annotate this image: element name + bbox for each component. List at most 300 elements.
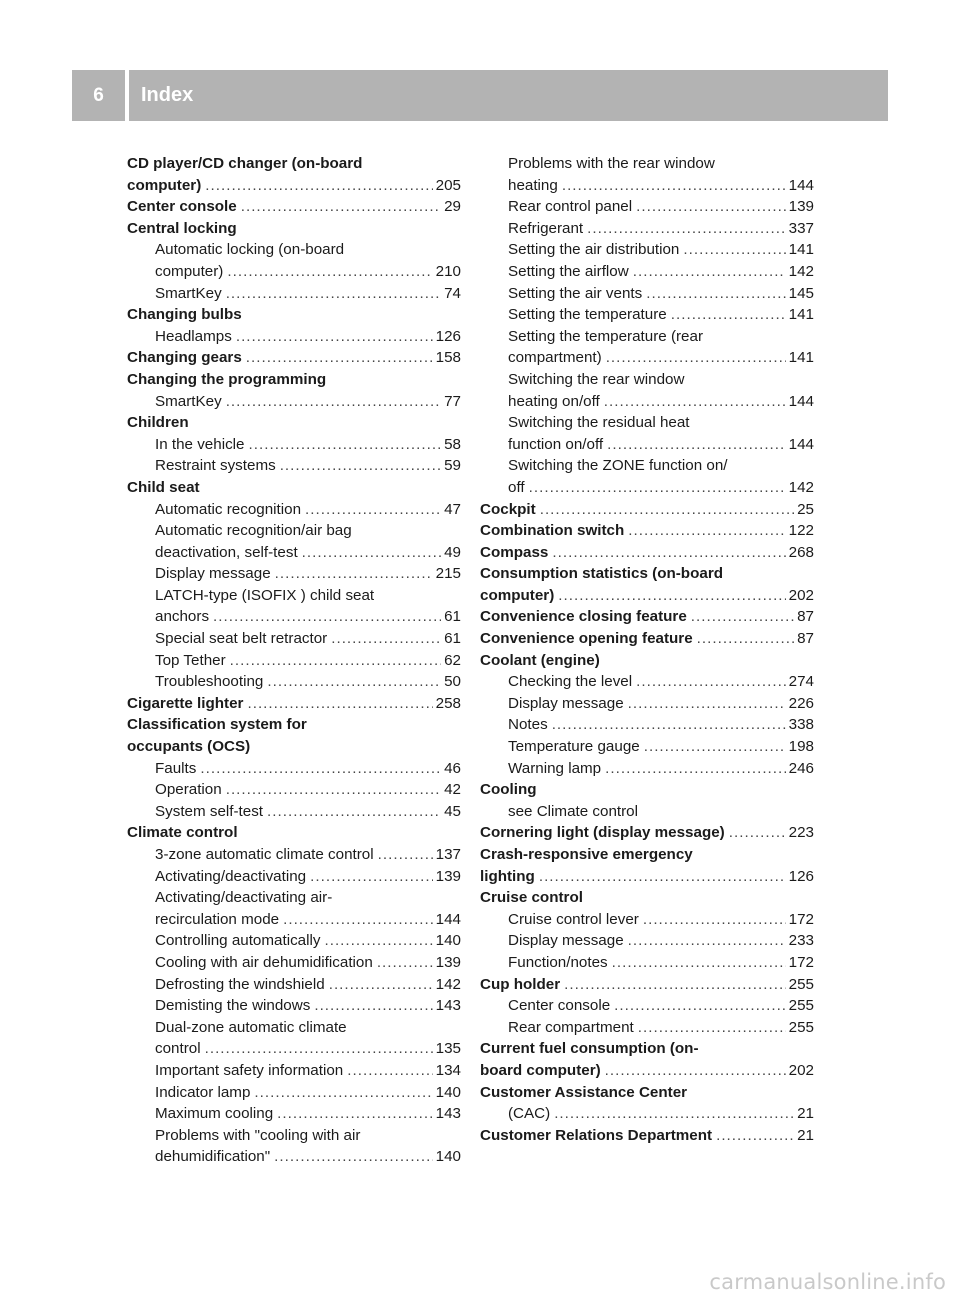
page-number: 6 [93,84,104,106]
dot-leader [347,1060,432,1082]
page-reference: 50 [444,673,461,691]
entry-text: function on/off [508,435,604,453]
index-entry [480,866,814,888]
entry-text: Setting the temperature (rear [508,327,704,345]
dot-leader [628,693,786,715]
index-subentry [127,974,461,996]
page-reference: 202 [788,586,814,604]
index-subentry [480,369,814,391]
index-subentry [127,1146,461,1168]
page-reference: 233 [788,932,814,950]
page-reference: 144 [788,392,814,410]
page-reference: 274 [788,673,814,691]
entry-text: Center console [127,198,237,216]
entry-text: System self-test [155,802,264,820]
entry-text: Switching the ZONE function on/ [508,457,728,475]
page-reference: 141 [788,241,814,259]
dot-leader [646,283,785,305]
index-subentry [127,1103,461,1125]
page-reference: 337 [788,219,814,237]
entry-text: Crash-responsive emergency [480,846,693,863]
dot-leader [277,1103,432,1125]
dot-leader [529,477,786,499]
index-subentry [480,326,814,348]
entry-text: Automatic recognition/air bag [155,522,352,540]
dot-leader [587,218,786,240]
page-reference: 141 [788,349,814,367]
dot-leader [628,520,785,542]
index-entry [480,606,814,628]
index-entry [480,844,814,866]
page-reference: 255 [788,997,814,1015]
entry-text: Operation [155,781,222,799]
dot-leader [241,196,441,218]
index-entry [127,822,461,844]
page-reference: 126 [435,327,461,345]
entry-text: Cruise control [480,889,583,907]
dot-leader [644,736,786,758]
index-subentry [480,347,814,369]
entry-text: Notes [508,716,548,734]
entry-text: Demisting the windows [155,997,311,1015]
entry-text: CD player/CD changer (on-board [127,155,363,172]
page-reference: 59 [444,457,461,475]
index-subentry [127,261,461,283]
entry-text: lighting [480,867,535,885]
entry-text: Switching the residual heat [508,414,690,432]
index-entry [480,1082,814,1104]
entry-text: Convenience opening feature [480,630,693,648]
dot-leader [305,499,441,521]
entry-text: board computer) [480,1061,601,1079]
page-reference: 142 [788,262,814,280]
dot-leader [552,714,786,736]
entry-text: Rear control panel [508,198,633,216]
entry-text: Compass [480,543,549,561]
dot-leader [539,866,786,888]
entry-text: Display message [155,565,271,583]
dot-leader [614,995,786,1017]
entry-text: Troubleshooting [155,673,264,691]
entry-text: Maximum cooling [155,1105,274,1123]
entry-text: Customer Assistance Center [480,1083,688,1101]
index-subentry [127,520,461,542]
entry-text: Restraint systems [155,457,276,475]
index-entry [480,585,814,607]
entry-text: Consumption statistics (on-board [480,565,723,583]
page-reference: 140 [435,932,461,950]
dot-leader [604,391,786,413]
index-subentry [127,1125,461,1147]
header-divider [125,70,129,121]
page-reference: 143 [435,1105,461,1123]
entry-text: Cornering light (display message) [480,824,725,842]
page-reference: 137 [435,846,461,863]
entry-text: Central locking [127,219,237,237]
entry-text: Defrosting the windshield [155,975,325,993]
section-title: Index [141,84,194,106]
dot-leader [554,1103,794,1125]
index-subentry [480,261,814,283]
index-entry [480,1125,814,1147]
dot-leader [205,175,432,197]
dot-leader [226,283,441,305]
index-entry [480,499,814,521]
index-entry [127,477,461,499]
page-reference: 172 [788,910,814,928]
index-subentry [127,930,461,952]
entry-text: Children [127,414,189,432]
index-subentry [127,391,461,413]
index-subentry [480,477,814,499]
page-reference: 338 [788,716,814,734]
index-entry [127,347,461,369]
dot-leader [683,239,785,261]
dot-leader [633,261,786,283]
entry-text: recirculation mode [155,910,280,928]
index-entry [480,1038,814,1060]
page-reference: 210 [435,262,461,280]
dot-leader [636,671,786,693]
entry-text: Display message [508,694,624,712]
index-entry [127,196,461,218]
entry-text: Top Tether [155,651,226,669]
index-entry [480,520,814,542]
page-reference: 172 [788,953,814,971]
dot-leader [249,434,442,456]
index-subentry [127,801,461,823]
index-entry [127,714,461,736]
dot-leader [697,628,794,650]
page-reference: 142 [788,478,814,496]
index-subentry [127,606,461,628]
entry-text: Setting the temperature [508,306,667,324]
entry-text: Center console [508,997,611,1015]
entry-text: Setting the air vents [508,284,643,302]
page-reference: 21 [797,1105,814,1123]
index-subentry [127,995,461,1017]
dot-leader [230,650,441,672]
entry-text: Cooling [480,781,537,799]
index-subentry [127,326,461,348]
index-entry [480,1060,814,1082]
dot-leader [671,304,786,326]
index-subentry [127,434,461,456]
page-reference: 140 [435,1083,461,1101]
dot-leader [716,1125,794,1147]
entry-text: Switching the rear window [508,370,685,388]
dot-leader [607,434,786,456]
entry-text: LATCH-type (ISOFIX ) child seat [155,586,375,604]
page-reference: 202 [788,1061,814,1079]
index-subentry [480,153,814,175]
dot-leader [267,671,441,693]
entry-text: Problems with "cooling with air [155,1126,361,1144]
entry-text: Cigarette lighter [127,694,244,712]
index-subentry [480,671,814,693]
index-entry [127,175,461,197]
index-subentry [480,455,814,477]
page-reference: 29 [444,198,461,216]
dot-leader [628,930,786,952]
page-reference: 142 [435,975,461,993]
dot-leader [638,1017,786,1039]
entry-text: Warning lamp [508,759,602,777]
entry-text: Activating/deactivating air- [155,889,333,907]
dot-leader [605,758,786,780]
index-subentry [127,239,461,261]
index-entry [127,304,461,326]
entry-text: Checking the level [508,673,633,691]
entry-text: Special seat belt retractor [155,630,328,648]
index-subentry [127,455,461,477]
index-subentry [480,304,814,326]
index-subentry [127,499,461,521]
index-subentry [127,283,461,305]
index-subentry [127,650,461,672]
dot-leader [283,909,433,931]
entry-text: SmartKey [155,284,222,302]
page-reference: 87 [797,608,814,626]
index-entry [480,887,814,909]
index-subentry [127,1038,461,1060]
index-entry [127,693,461,715]
index-subentry [480,218,814,240]
index-subentry [127,758,461,780]
entry-text: anchors [155,608,210,626]
entry-text: Cup holder [480,975,561,993]
dot-leader [324,930,432,952]
dot-leader [200,758,441,780]
index-entry [480,779,814,801]
dot-leader [274,1146,433,1168]
index-entry [480,650,814,672]
dot-leader [377,952,433,974]
dot-leader [729,822,786,844]
dot-leader [213,606,441,628]
dot-leader [643,909,786,931]
index-subentry [127,1017,461,1039]
entry-text: Dual-zone automatic climate [155,1018,347,1036]
index-entry [480,563,814,585]
entry-text: occupants (OCS) [127,738,251,756]
dot-leader [552,542,785,564]
page-reference: 144 [788,435,814,453]
entry-text: Rear compartment [508,1018,634,1036]
page-reference: 62 [444,651,461,669]
entry-text: Customer Relations Department [480,1126,713,1144]
index-subentry [127,585,461,607]
index-entry [127,218,461,240]
entry-text: Activating/deactivating [155,867,307,885]
index-subentry [480,434,814,456]
page-reference: 226 [788,694,814,712]
page-reference: 258 [435,694,461,712]
page-reference: 77 [444,392,461,410]
dot-leader [331,628,441,650]
dot-leader [540,499,794,521]
entry-text: off [508,478,525,496]
index-subentry [480,196,814,218]
entry-text: Setting the airflow [508,262,629,280]
index-subentry [127,628,461,650]
index-subentry [480,391,814,413]
dot-leader [558,585,785,607]
page-reference: 74 [444,284,461,302]
entry-text: Temperature gauge [508,738,640,756]
dot-leader [329,974,433,996]
page-reference: 144 [788,176,814,194]
index-subentry [127,909,461,931]
entry-text: heating [508,176,558,194]
entry-text: Refrigerant [508,219,584,237]
page-reference: 139 [435,953,461,971]
page-reference: 139 [435,867,461,885]
entry-text: heating on/off [508,392,600,410]
entry-text: (CAC) [508,1105,551,1123]
page-reference: 46 [444,759,461,777]
page-reference: 144 [435,910,461,928]
page-header [72,70,888,121]
page-reference: 255 [788,1018,814,1036]
entry-text: Important safety information [155,1061,344,1079]
index-subentry [127,866,461,888]
page-reference: 21 [797,1126,814,1144]
dot-leader [267,801,441,823]
dot-leader [205,1038,433,1060]
dot-leader [310,866,433,888]
entry-text: computer) [480,586,555,604]
index-subentry [127,844,461,866]
page-reference: 255 [788,975,814,993]
index-subentry [480,239,814,261]
entry-text: Changing the programming [127,370,327,388]
dot-leader [254,1082,432,1104]
page-reference: 45 [444,802,461,820]
page-reference: 158 [435,349,461,367]
page-reference: 198 [788,738,814,756]
entry-text: Automatic recognition [155,500,302,518]
index-entry [127,412,461,434]
entry-text: Classification system for [127,716,307,734]
index-entry [480,628,814,650]
entry-text: Child seat [127,478,200,496]
index-subentry [480,412,814,434]
page-reference: 126 [788,867,814,885]
page-reference: 268 [788,543,814,561]
page-reference: 87 [797,630,814,648]
page-reference: 122 [788,522,814,540]
index-subentry [480,693,814,715]
entry-text: Convenience closing feature [480,608,687,626]
index-subentry [480,736,814,758]
index-subentry [127,542,461,564]
dot-leader [564,974,786,996]
entry-text: In the vehicle [155,435,245,453]
entry-text: Combination switch [480,522,625,540]
entry-text: dehumidification" [155,1148,271,1166]
index-subentry [127,1082,461,1104]
index-subentry [127,952,461,974]
page-reference: 42 [444,781,461,799]
entry-text: computer) [127,176,202,194]
entry-text: Indicator lamp [155,1083,251,1101]
index-subentry [127,779,461,801]
index-subentry [480,714,814,736]
page-reference: 215 [435,565,461,583]
dot-leader [636,196,786,218]
dot-leader [606,347,786,369]
index-subentry [480,1103,814,1125]
index-column-right [480,153,814,1146]
page-reference: 141 [788,306,814,324]
index-subentry [480,758,814,780]
page-reference: 47 [444,500,461,518]
page-reference: 145 [788,284,814,302]
index-subentry [480,952,814,974]
page-reference: 61 [444,608,461,626]
entry-text: Current fuel consumption (on- [480,1040,699,1058]
dot-leader [605,1060,786,1082]
index-entry [480,822,814,844]
dot-leader [247,693,432,715]
dot-leader [378,844,433,866]
entry-text: Changing bulbs [127,306,242,324]
entry-text: Cockpit [480,500,536,518]
entry-text: control [155,1040,201,1058]
index-entry [127,369,461,391]
index-entry [480,974,814,996]
page-reference: 58 [444,435,461,453]
page-reference: 25 [797,500,814,518]
entry-text: Changing gears [127,349,242,367]
dot-leader [227,261,432,283]
page-reference: 140 [435,1148,461,1166]
page-reference: 49 [444,543,461,561]
entry-text: Cruise control lever [508,910,639,928]
entry-text: Display message [508,932,624,950]
index-subentry [127,671,461,693]
watermark: carmanualsonline.info [709,1270,946,1294]
index-subentry [480,995,814,1017]
entry-text: Automatic locking (on-board [155,241,345,259]
index-subentry [127,1060,461,1082]
entry-text: 3-zone automatic climate control [155,846,374,863]
entry-text: Function/notes [508,953,608,971]
page-reference: 143 [435,997,461,1015]
dot-leader [226,391,441,413]
entry-text: computer) [155,262,224,280]
index-subentry [480,801,814,823]
entry-text: Setting the air distribution [508,241,680,259]
index-subentry [480,283,814,305]
index-column-left [127,153,461,1168]
page-reference: 61 [444,630,461,648]
dot-leader [302,542,441,564]
entry-text: compartment) [508,349,602,367]
page-reference: 139 [788,198,814,216]
entry-text: deactivation, self-test [155,543,298,561]
index-subentry [127,563,461,585]
entry-text: SmartKey [155,392,222,410]
entry-text: Problems with the rear window [508,155,715,172]
index-subentry [127,887,461,909]
page-reference: 223 [788,824,814,842]
dot-leader [691,606,794,628]
index-entry [127,153,461,175]
dot-leader [236,326,433,348]
dot-leader [226,779,441,801]
